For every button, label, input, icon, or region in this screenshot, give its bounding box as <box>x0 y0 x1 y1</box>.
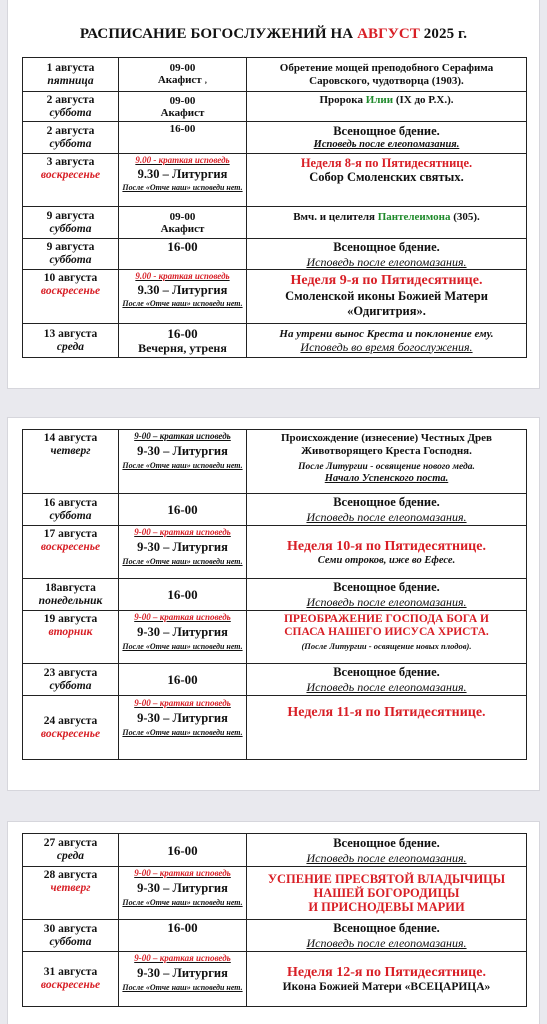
schedule-card-1 <box>8 0 539 388</box>
table-row: 19 августа вторник 9-00 – краткая исповедь 9-30 – Литургия После «Отче наш» исповеди нет. ПРЕОБРАЖЕНИЕ ГОСПОДА БОГА И СПАСА НАШЕГО ИИСУСА ХРИСТА. (После Литургии - освящение новых плодов). <box>23 611 527 664</box>
table-row: 13 августа среда 16-00 Вечерня, утреня На утрени вынос Креста и поклонение ему. Исповедь во время богослужения. <box>23 324 527 358</box>
schedule-table-3 <box>22 833 527 1007</box>
month-name: АВГУСТ <box>357 26 420 42</box>
table-row: 2 августа суббота 16-00 Всенощное бдение. Исповедь после елеопомазания. <box>23 122 527 154</box>
page-title: РАСПИСАНИЕ БОГОСЛУЖЕНИЙ НА АВГУСТ 2025 г. <box>79 26 468 42</box>
table-row: 18августа понедельник 16-00 Всенощное бдение. Исповедь после елеопомазания. <box>23 579 527 611</box>
table-row: 2 августа суббота 09-00 Акафист Пророка Илии (IX до Р.Х.). <box>23 92 527 122</box>
table-row: 17 августа воскресенье 9-00 – краткая исповедь 9-30 – Литургия После «Отче наш» исповеди нет. Неделя 10-я по Пятидесятнице. Семи отроков, иже во Ефесе. <box>23 526 527 579</box>
table-row: 24 августа воскресенье 9-00 – краткая исповедь 9-30 – Литургия После «Отче наш» исповеди нет. Неделя 11-я по Пятидесятнице. <box>23 696 527 760</box>
schedule-table-1 <box>22 57 527 358</box>
table-row: 9 августа суббота 09-00 Акафист Вмч. и целителя Пантелеимона (305). <box>23 207 527 239</box>
table-row: 23 августа суббота 16-00 Всенощное бдение. Исповедь после елеопомазания. <box>23 664 527 696</box>
table-row: 27 августа среда 16-00 Всенощное бдение. Исповедь после елеопомазания. <box>23 834 527 867</box>
table-row: 16 августа суббота 16-00 Всенощное бдение. Исповедь после елеопомазания. <box>23 494 527 526</box>
table-row: 30 августа суббота 16-00 Всенощное бдение. Исповедь после елеопомазания. <box>23 920 527 952</box>
table-row: 14 августа четверг 9-00 – краткая исповедь 9-30 – Литургия После «Отче наш» исповеди нет. Происхождение (изнесение) Честных Древ Животворящего Креста Господня. После Литургии - освящение нового меда. Начало Успенского поста. <box>23 430 527 494</box>
schedule-table-2 <box>22 429 527 760</box>
table-row: 1 августа пятница 09-00 Акафист ‚ Обретение мощей преподобного Серафима Саровского, чудотворца (1903). <box>23 58 527 92</box>
table-row: 31 августа воскресенье 9-00 – краткая исповедь 9-30 – Литургия После «Отче наш» исповеди нет. Неделя 12-я по Пятидесятнице. Икона Божией Матери «ВСЕЦАРИЦА» <box>23 952 527 1007</box>
table-row: 28 августа четверг 9-00 – краткая исповедь 9-30 – Литургия После «Отче наш» исповеди нет. УСПЕНИЕ ПРЕСВЯТОЙ ВЛАДЫЧИЦЫ НАШЕЙ БОГОРОДИЦЫ И ПРИСНОДЕВЫ МАРИИ <box>23 867 527 920</box>
table-row: 9 августа суббота 16-00 Всенощное бдение. Исповедь после елеопомазания. <box>23 239 527 270</box>
schedule-card-2 <box>8 418 539 790</box>
table-row: 10 августа воскресенье 9.00 - краткая исповедь 9.30 – Литургия После «Отче наш» исповеди нет. Неделя 9-я по Пятидесятнице. Смоленской иконы Божией Матери «Одигитрия». <box>23 270 527 324</box>
table-row: 3 августа воскресенье 9.00 - краткая исповедь 9.30 – Литургия После «Отче наш» исповеди нет. Неделя 8-я по Пятидесятнице. Собор Смоленских святых. <box>23 154 527 207</box>
schedule-card-3 <box>8 822 539 1024</box>
